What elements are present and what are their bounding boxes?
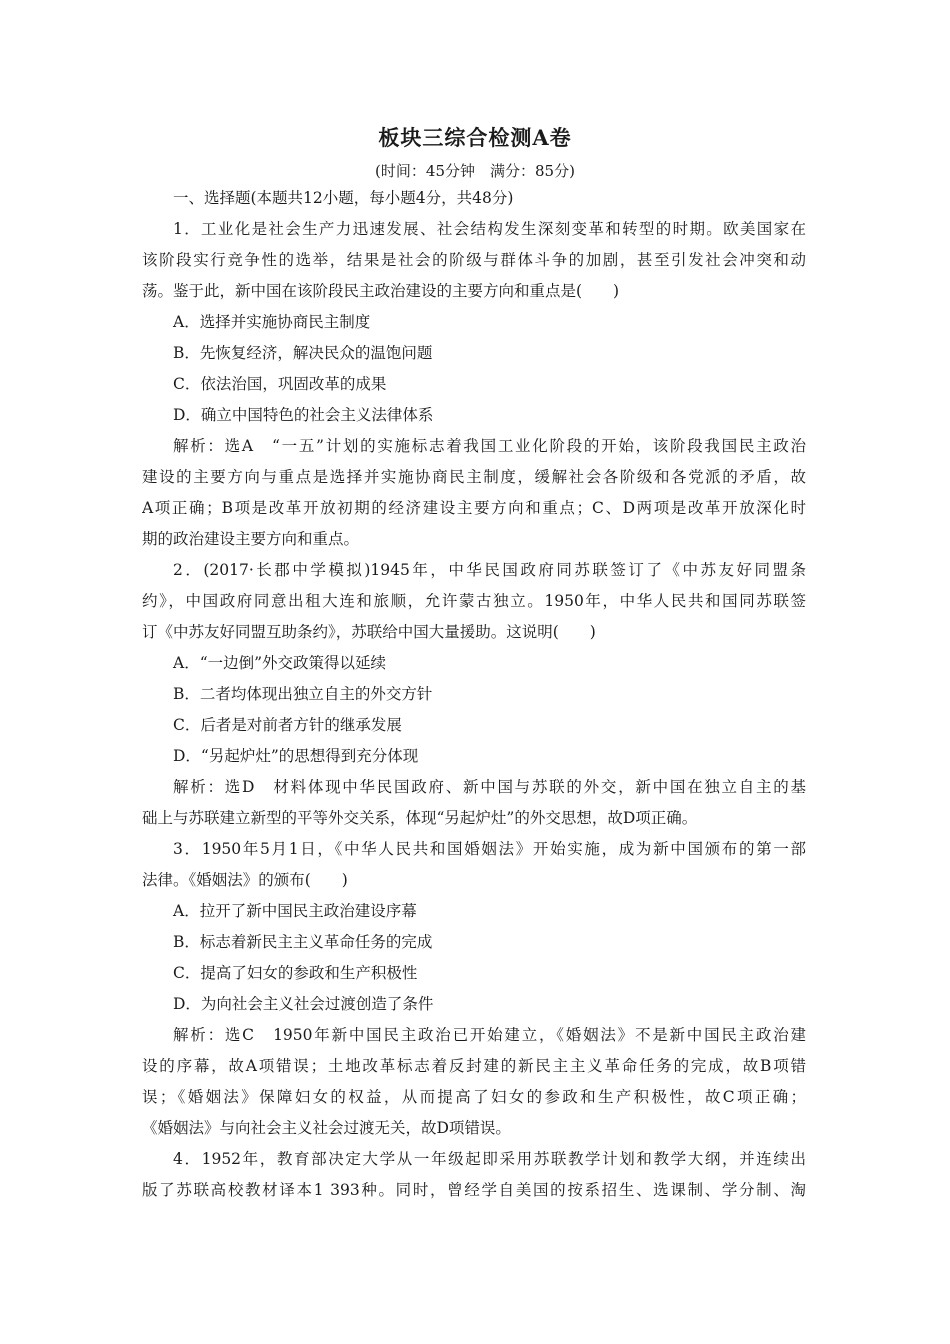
question-4-stem: 版了苏联高校教材译本1 393种。同时，曾经学自美国的按系招生、选课制、学分制、淘 — [142, 1181, 806, 1199]
question-2-stem: 订《中苏友好同盟互助条约》，苏联给中国大量援助。这说明( ) — [142, 623, 596, 641]
question-2-analysis: 础上与苏联建立新型的平等外交关系，体现“另起炉灶”的外交思想，故D项正确。 — [142, 809, 698, 827]
question-2-stem: 约》，中国政府同意出租大连和旅顺，允许蒙古独立。1950年，中华人民共和国同苏联签 — [142, 592, 806, 610]
question-1-option-c: C．依法治国，巩固改革的成果 — [173, 375, 387, 393]
question-3-analysis: 《婚姻法》与向社会主义社会过渡无关，故D项错误。 — [142, 1119, 511, 1137]
question-3-option-d: D．为向社会主义社会过渡创造了条件 — [173, 995, 434, 1013]
question-2-option-a: A．“一边倒”外交政策得以延续 — [173, 654, 387, 672]
section-heading: 一、选择题(本题共12小题，每小题4分，共48分) — [173, 189, 514, 207]
question-2-option-c: C．后者是对前者方针的继承发展 — [173, 716, 402, 734]
question-3-analysis: 误；《婚姻法》保障妇女的权益，从而提高了妇女的参政和生产积极性，故C项正确； — [142, 1088, 806, 1106]
question-1-analysis: 期的政治建设主要方向和重点。 — [142, 530, 360, 548]
question-1-analysis: 建设的主要方向与重点是选择并实施协商民主制度，缓解社会各阶级和各党派的矛盾，故 — [142, 468, 806, 486]
question-2-option-d: D．“另起炉灶”的思想得到充分体现 — [173, 747, 419, 765]
question-1-analysis: 解析：选A “一五”计划的实施标志着我国工业化阶段的开始，该阶段我国民主政治 — [173, 437, 806, 455]
question-2-stem: 2．(2017·长郡中学模拟)1945年，中华民国政府同苏联签订了《中苏友好同盟条 — [173, 561, 806, 579]
question-4-stem: 4．1952年，教育部决定大学从一年级起即采用苏联教学计划和教学大纲，并连续出 — [173, 1150, 806, 1168]
question-3-option-b: B．标志着新民主主义革命任务的完成 — [173, 933, 433, 951]
question-3-option-a: A．拉开了新中国民主政治建设序幕 — [173, 902, 417, 920]
document-title: 板块三综合检测A卷 — [378, 125, 572, 150]
exam-info: (时间：45分钟 满分：85分) — [375, 162, 575, 180]
question-1-stem: 荡。鉴于此，新中国在该阶段民主政治建设的主要方向和重点是( ) — [142, 282, 620, 300]
question-2-analysis: 解析：选D 材料体现中华民国政府、新中国与苏联的外交，新中国在独立自主的基 — [173, 778, 806, 796]
question-1-option-b: B．先恢复经济，解决民众的温饱问题 — [173, 344, 433, 362]
question-3-stem: 法律。《婚姻法》的颁布( ) — [142, 871, 348, 889]
document-body — [142, 183, 806, 1206]
question-3-analysis: 解析：选C 1950年新中国民主政治已开始建立，《婚姻法》不是新中国民主政治建 — [173, 1026, 806, 1044]
question-3-option-c: C．提高了妇女的参政和生产积极性 — [173, 964, 418, 982]
question-2-option-b: B．二者均体现出独立自主的外交方针 — [173, 685, 433, 703]
question-1-option-a: A．选择并实施协商民主制度 — [173, 313, 371, 331]
question-1-option-d: D．确立中国特色的社会主义法律体系 — [173, 406, 434, 424]
question-3-stem: 3．1950年5月1日，《中华人民共和国婚姻法》开始实施，成为新中国颁布的第一部 — [173, 840, 806, 858]
question-1-stem: 1．工业化是社会生产力迅速发展、社会结构发生深刻变革和转型的时期。欧美国家在 — [173, 220, 806, 238]
question-1-stem: 该阶段实行竞争性的选举，结果是社会的阶级与群体斗争的加剧，甚至引发社会冲突和动 — [142, 251, 806, 269]
question-3-analysis: 设的序幕，故A项错误；土地改革标志着反封建的新民主主义革命任务的完成，故B项错 — [142, 1057, 806, 1075]
question-1-analysis: A项正确；B项是改革开放初期的经济建设主要方向和重点；C、D两项是改革开放深化时 — [142, 499, 806, 517]
